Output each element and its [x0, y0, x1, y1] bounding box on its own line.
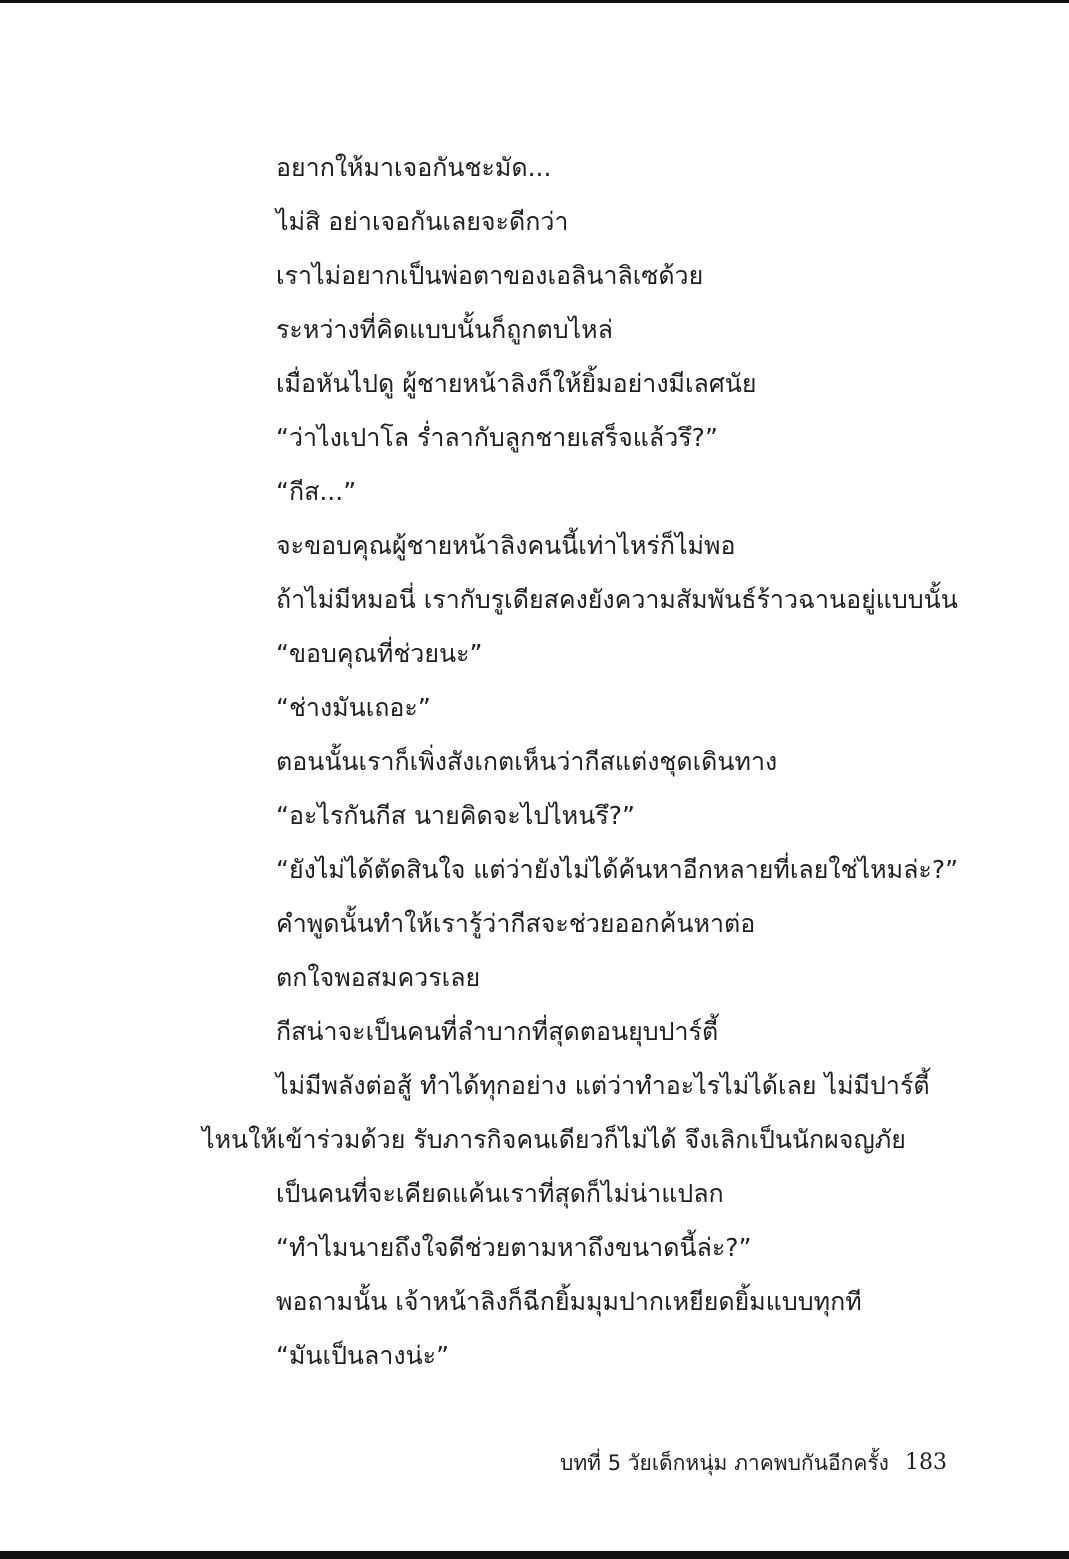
- text-line: “กีส...”: [276, 477, 357, 506]
- text-line: ระหว่างที่คิดแบบนั้นก็ถูกตบไหล่: [276, 315, 613, 344]
- text-line: คำพูดนั้นทำให้เรารู้ว่ากีสจะช่วยออกค้นหาต่อ: [276, 909, 756, 938]
- text-line: “ทำไมนายถึงใจดีช่วยตามหาถึงขนาดนี้ล่ะ?”: [276, 1233, 752, 1262]
- text-line: ตอนนั้นเราก็เพิ่งสังเกตเห็นว่ากีสแต่งชุดเดินทาง: [276, 747, 778, 776]
- text-line: ถ้าไม่มีหมอนี่ เรากับรูเดียสคงยังความสัมพันธ์ร้าวฉานอยู่แบบนั้น: [276, 585, 958, 614]
- text-line-continued: ไหนให้เข้าร่วมด้วย รับภารกิจคนเดียวก็ไม่ได้ จึงเลิกเป็นนักผจญภัย: [202, 1125, 906, 1154]
- page-number: 183: [905, 1450, 947, 1475]
- text-line: “ช่างมันเถอะ”: [276, 693, 431, 722]
- text-line: เมื่อหันไปดู ผู้ชายหน้าลิงก็ให้ยิ้มอย่างมีเลศนัย: [276, 369, 757, 398]
- page-bottom-edge: [0, 1551, 1069, 1559]
- text-line: ไม่มีพลังต่อสู้ ทำได้ทุกอย่าง แต่ว่าทำอะไรไม่ได้เลย ไม่มีปาร์ตี้: [276, 1071, 930, 1100]
- text-line: พอถามนั้น เจ้าหน้าลิงก็ฉีกยิ้มมุมปากเหยียดยิ้มแบบทุกที: [276, 1287, 862, 1316]
- text-line: เป็นคนที่จะเคียดแค้นเราที่สุดก็ไม่น่าแปลก: [276, 1179, 724, 1208]
- text-line: “มันเป็นลางน่ะ”: [276, 1341, 450, 1370]
- text-line: ไม่สิ อย่าเจอกันเลยจะดีกว่า: [276, 207, 569, 236]
- text-line: จะขอบคุณผู้ชายหน้าลิงคนนี้เท่าไหร่ก็ไม่พอ: [276, 531, 736, 560]
- text-line: “อะไรกันกีส นายคิดจะไปไหนรึ?”: [276, 801, 636, 830]
- text-line: เราไม่อยากเป็นพ่อตาของเอลินาลิเซด้วย: [276, 261, 704, 290]
- text-line: “ว่าไงเปาโล ร่ำลากับลูกชายเสร็จแล้วรึ?”: [276, 423, 718, 452]
- text-line: อยากให้มาเจอกันชะมัด...: [276, 153, 552, 182]
- text-line: “ขอบคุณที่ช่วยนะ”: [276, 639, 483, 668]
- page-top-edge: [0, 0, 1069, 3]
- text-line: “ยังไม่ได้ตัดสินใจ แต่ว่ายังไม่ได้ค้นหาอีกหลายที่เลยใช่ไหมล่ะ?”: [276, 855, 959, 884]
- text-line: กีสน่าจะเป็นคนที่ลำบากที่สุดตอนยุบปาร์ตี้: [276, 1017, 719, 1046]
- text-line: ตกใจพอสมควรเลย: [276, 963, 481, 992]
- chapter-footer: บทที่ 5 วัยเด็กหนุ่ม ภาคพบกันอีกครั้ง: [560, 1451, 889, 1475]
